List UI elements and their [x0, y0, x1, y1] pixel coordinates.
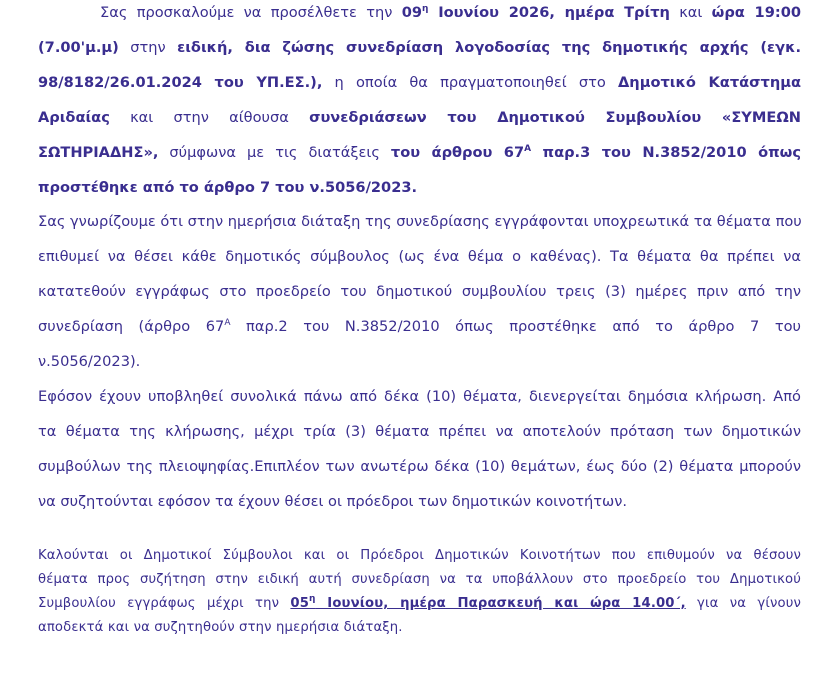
article-superscript: Α: [224, 318, 231, 328]
p2-line-4: [38, 317, 801, 337]
p3-line-2: τα θέματα της κλήρωσης, μέχρι τρία (3) θέματα πρέπει να αποτελούν πρόταση των δημοτικών: [38, 423, 801, 440]
ordinal-suffix: η: [309, 594, 316, 604]
meeting-date: Ιουνίου 2026, ημέρα Τρίτη: [428, 4, 670, 21]
p1-line-5: [38, 143, 801, 163]
text-run: συνεδρίαση (άρθρο 67: [38, 318, 225, 335]
text-run: Σας προσκαλούμε να προσέλθετε την: [100, 4, 402, 21]
p1-line-4: [38, 108, 801, 128]
p4-line-1: Καλούνται οι Δημοτικοί Σύμβουλοι και οι Πρόεδροι Δημοτικών Κοινοτήτων που επιθυμούν να θέσουν: [38, 548, 801, 563]
text-run: παρ.2 του Ν.3852/2010 όπως προστέθηκε από το άρθρο 7 του: [230, 318, 802, 335]
p3-line-4: να συζητούνται εφόσον τα έχουν θέσει οι πρόεδροι των δημοτικών κοινοτήτων.: [38, 493, 628, 510]
p2-line-1: Σας γνωρίζουμε ότι στην ημερήσια διάταξη της συνεδρίασης εγγράφονται υποχρεωτικά τα θέματα που: [38, 213, 802, 230]
ordinal-suffix: η: [422, 4, 429, 14]
law-article: του άρθρου 67: [390, 144, 525, 161]
meeting-time-12h: (7.00'μ.μ): [38, 39, 119, 56]
p2-line-5: ν.5056/2023).: [38, 353, 141, 370]
date-day: 09: [401, 4, 423, 21]
p4-line-4: αποδεκτά και να συζητηθούν στην ημερήσια διάταξη.: [38, 620, 403, 635]
meeting-time: ώρα 19:00: [711, 4, 802, 21]
p3-line-3: συμβούλων της πλειοψηφίας.Επιπλέον των ανωτέρω δέκα (10) θεμάτων, έως δύο (2) θέματα μπορούν: [38, 458, 801, 475]
text-run: και στην αίθουσα: [109, 109, 310, 126]
venue-room-name: ΣΩΤΗΡΙΑΔΗΣ»,: [38, 144, 159, 161]
p2-line-2: επιθυμεί να θέσει κάθε δημοτικός σύμβουλος (ως ένα θέμα ο καθένας). Τα θέματα θα πρέπει να: [38, 248, 801, 265]
p2-line-3: κατατεθούν εγγράφως στο προεδρείο του δημοτικού συμβουλίου τρεις (3) ημέρες πριν από την: [38, 283, 801, 300]
venue-room: συνεδριάσεων του Δημοτικού Συμβουλίου «ΣΥΜΕΩΝ: [309, 109, 801, 126]
p3-line-1: Εφόσον έχουν υποβληθεί συνολικά πάνω από δέκα (10) θέματα, διενεργείται δημόσια κλήρωση. Από: [38, 388, 801, 405]
text-run: για να γίνουν: [685, 596, 801, 611]
text-run: η οποία θα πραγματοποιηθεί στο: [322, 74, 619, 91]
law-amendment: προστέθηκε από το άρθρο 7 του ν.5056/2023.: [38, 179, 418, 196]
session-type: ειδική, δια ζώσης συνεδρίαση λογοδοσίας της δημοτικής αρχής (εγκ.: [177, 39, 802, 56]
p4-line-3: [38, 594, 801, 614]
text-run: στην: [118, 39, 178, 56]
p1-line-6: [38, 178, 801, 198]
law-reference: παρ.3 του Ν.3852/2010 όπως: [531, 144, 801, 161]
text-run: σύμφωνα με τις διατάξεις: [158, 144, 391, 161]
submission-deadline: Ιουνίου, ημέρα Παρασκευή και ώρα 14.00΄,: [315, 596, 686, 611]
text-run: και: [669, 4, 712, 21]
article-superscript: Α: [524, 144, 532, 154]
venue-town: Αριδαίας: [38, 109, 110, 126]
p1-line-3: [38, 73, 801, 93]
text-run: Συμβουλίου εγγράφως μέχρι την: [38, 596, 291, 611]
p4-line-2: θέματα προς συζήτηση στην ειδική αυτή συνεδρίαση να τα υποβάλλουν στο προεδρείο του Δημοτικού: [38, 572, 801, 587]
deadline-day: 05: [290, 596, 310, 611]
venue: Δημοτικό Κατάστημα: [618, 74, 801, 91]
p1-line-2: [38, 38, 801, 58]
p1-line-1: [38, 3, 801, 23]
circular-reference: 98/8182/26.01.2024 του ΥΠ.ΕΣ.),: [38, 74, 323, 91]
